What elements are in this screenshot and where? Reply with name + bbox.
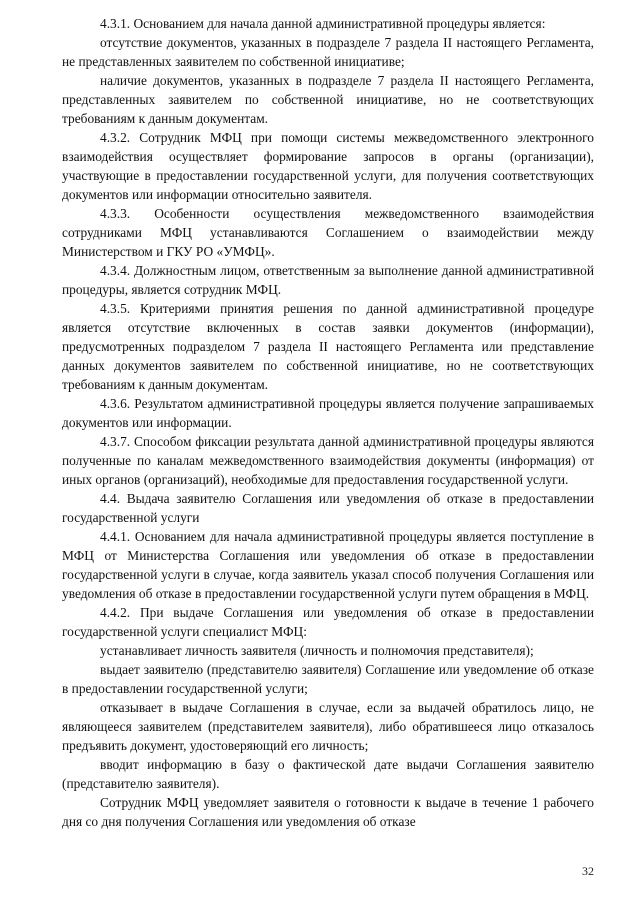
paragraph-absence-documents: отсутствие документов, указанных в подразделе 7 раздела II настоящего Регламента, не представленных заявителем по собственной инициативе; xyxy=(62,35,594,69)
paragraph-4-3-6: 4.3.6. Результатом административной процедуры является получение запрашиваемых документов или информации. xyxy=(62,396,594,430)
paragraph-4-3-4: 4.3.4. Должностным лицом, ответственным за выполнение данной административной процедуры, является сотрудник МФЦ. xyxy=(62,263,594,297)
paragraph-4-3-3: 4.3.3. Особенности осуществления межведомственного взаимодействия сотрудниками МФЦ устанавливаются Соглашением о взаимодействии между Министерством и ГКУ РО «УМФЦ». xyxy=(62,206,594,259)
paragraph-presence-documents: наличие документов, указанных в подразделе 7 раздела II настоящего Регламента, представленных заявителем по собственной инициативе, но не соответствующих требованиям к данным документам. xyxy=(62,73,594,126)
body-text xyxy=(62,14,594,831)
paragraph-notification: Сотрудник МФЦ уведомляет заявителя о готовности к выдаче в течение 1 рабочего дня со дня получения Соглашения или уведомления об отказе xyxy=(62,795,594,829)
paragraph-4-3-5: 4.3.5. Критериями принятия решения по данной административной процедуре является отсутствие включенных в состав заявки документов (информации), предусмотренных подразделом 7 раздела II настоящего Регламента или представление данных документов заявителем по собственной инициативе, но не соответствующих требованиям к данным документам. xyxy=(62,301,594,392)
paragraph-4-4-1: 4.4.1. Основанием для начала административной процедуры является поступление в МФЦ от Министерства Соглашения или уведомления об отказе в предоставлении государственной услуги в случае, когда заявитель указал способ получения Соглашения или уведомления об отказе в предоставлении государственной услуги путем обращения в МФЦ. xyxy=(62,529,594,601)
paragraph-4-4-2: 4.4.2. При выдаче Соглашения или уведомления об отказе в предоставлении государственной услуги специалист МФЦ: xyxy=(62,605,594,639)
paragraph-4-3-2: 4.3.2. Сотрудник МФЦ при помощи системы межведомственного электронного взаимодействия осуществляет формирование запросов в органы (организации), участвующие в предоставлении государственной услуги, для получения соответствующих документов или информации относительно заявителя. xyxy=(62,130,594,202)
paragraph-4-3-7: 4.3.7. Способом фиксации результата данной административной процедуры являются полученные по каналам межведомственного взаимодействия документы (информация) от иных органов (организаций), необходимые для предоставления государственной услуги. xyxy=(62,434,594,487)
paragraph-enter-date: вводит информацию в базу о фактической дате выдачи Соглашения заявителю (представителю заявителя). xyxy=(62,757,594,791)
section-heading-4-4: 4.4. Выдача заявителю Соглашения или уведомления об отказе в предоставлении государственной услуги xyxy=(62,491,594,525)
paragraph-4-3-1: 4.3.1. Основанием для начала данной административной процедуры является: xyxy=(100,16,546,31)
paragraph-identity-check: устанавливает личность заявителя (личность и полномочия представителя); xyxy=(100,643,534,658)
paragraph-issue-document: выдает заявителю (представителю заявителя) Соглашение или уведомление об отказе в предоставлении государственной услуги; xyxy=(62,662,594,696)
paragraph-refusal-issue: отказывает в выдаче Соглашения в случае, если за выдачей обратилось лицо, не являющееся заявителем (представителем заявителя), либо обратившееся лицо отказалось предъявить документ, удостоверяющий его личность; xyxy=(62,700,594,753)
page-number: 32 xyxy=(582,864,594,878)
